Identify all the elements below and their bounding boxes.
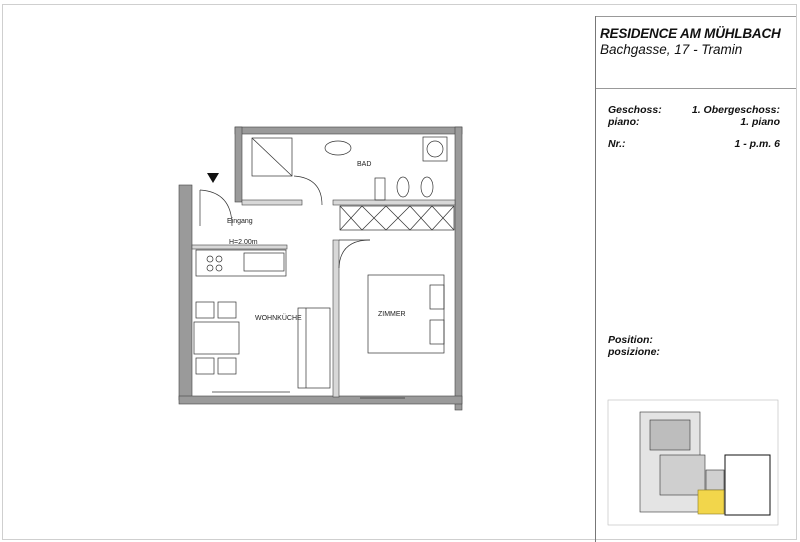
fixtures — [194, 137, 454, 398]
project-title: RESIDENCE AM MÜHLBACH — [600, 26, 781, 41]
number-value: 1 - p.m. 6 — [734, 138, 780, 150]
entrance-arrow-icon — [207, 173, 219, 183]
room-label-bad: BAD — [357, 161, 372, 168]
height-label: H=2.00m — [229, 239, 258, 246]
walls — [179, 127, 462, 410]
position-label-de: Position: — [608, 334, 653, 346]
number-label: Nr.: — [608, 138, 626, 150]
floor-label-it: piano: — [608, 116, 640, 128]
room-label-eingang: Eingang — [227, 218, 253, 225]
key-plan — [608, 400, 778, 525]
position-label-it: posizione: — [608, 346, 660, 358]
apartment-highlight — [698, 490, 724, 514]
floor-value-de: 1. Obergeschoss: — [691, 104, 780, 116]
floor-value-it: 1. piano — [740, 116, 780, 128]
project-address: Bachgasse, 17 - Tramin — [600, 42, 743, 57]
floor-label-de: Geschoss: — [608, 104, 662, 116]
room-label-wohnkueche: WOHNKÜCHE — [255, 315, 302, 322]
room-label-zimmer: ZIMMER — [378, 311, 406, 318]
